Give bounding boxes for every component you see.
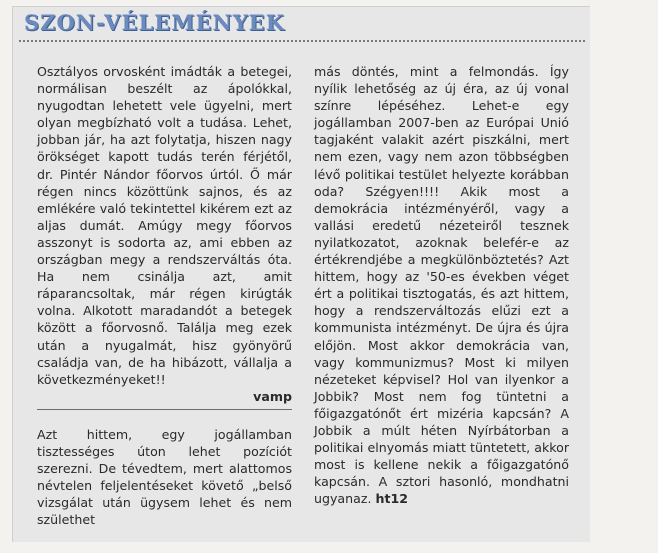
section-title: SZON-VÉLEMÉNYEK [24,9,285,35]
letter-2-body: más döntés, mint a felmondás. Így nyílik lehetőség az új éra, az új vonal színre lépéséhez. Lehet-e egy jogállamban 2007-ben az Európai Unió tagjaként valakit azért piszkálni, mert nem ezen, vagy nem azon többségben lévő politikai testület helyezte korábban oda? Szégyen!!!! Akik most a demokrácia intézményéről, vagy a vallási eredetű nézeteiről tesznek nyilatkozatot, azoknak belefér-e az értékrendjébe a megkülönböztetés? Azt hittem, hogy az '50-es években véget ért a politikai tisztogatás, és azt hittem, hogy a rendszerváltozás elűzi ezt a kommunista intézményt. De újra és újra előjön. Most akkor demokrácia van, vagy kommunizmus? Most ki milyen nézeteket képvisel? Hol van ilyenkor a Jobbik? Most nem fog tüntetni a főigazgatónőt ért mizéria kapcsán? A Jobbik a múlt héten Nyírbátorban a politikai elnyomás miatt tüntetett, akkor most is kellene nekik a főigazgatónő kapcsán. A sztori hasonló, mondhatni ugyanaz. [314,64,569,507]
letter-separator [37,409,292,410]
letter-1-signature: vamp [253,388,292,404]
section-header [24,8,285,36]
letter-1-text: Osztályos orvosként imádták a betegei, normálisan beszélt az ápolókkal, nyugodtan lehetett vele ügyelni, mert olyan megbízható volt a tudása. Lehet, jobban jár, ha azt folytatja, hiszen nagy örökséget kapott tudás terén férjétől, dr. Pintér Nándor főorvos úrtól. Ő már régen nincs közöttünk sajnos, és az emlékére való tekintettel kikérem ezt az aljas dumát. Amúgy megy főorvos asszonyt is sodorta az, ami ebben az országban megy a rendszerváltás óta. Ha nem csinálja azt, amit ráparancsoltak, már régen kirúgták volna. Alkotott maradandót a betegek között a főorvosnő. Találja meg ezek után a nyugalmát, hisz gyönyörű családja van, de ha hibázott, vállalja a következményeket!! [37,64,292,387]
letter-2-text-part1: Azt hittem, egy jogállamban tisztességes úton lehet pozíciót szerezni. De tévedtem, mert alattomos névtelen feljelentéseket követő „belső vizsgálat után ügysem lehet és nem születhet [37,426,292,528]
column-left [37,63,292,528]
letter-2-text-part2 [314,63,569,507]
dotted-divider [18,40,586,42]
letter-2-signature: ht12 [375,491,408,507]
column-right [314,63,569,507]
